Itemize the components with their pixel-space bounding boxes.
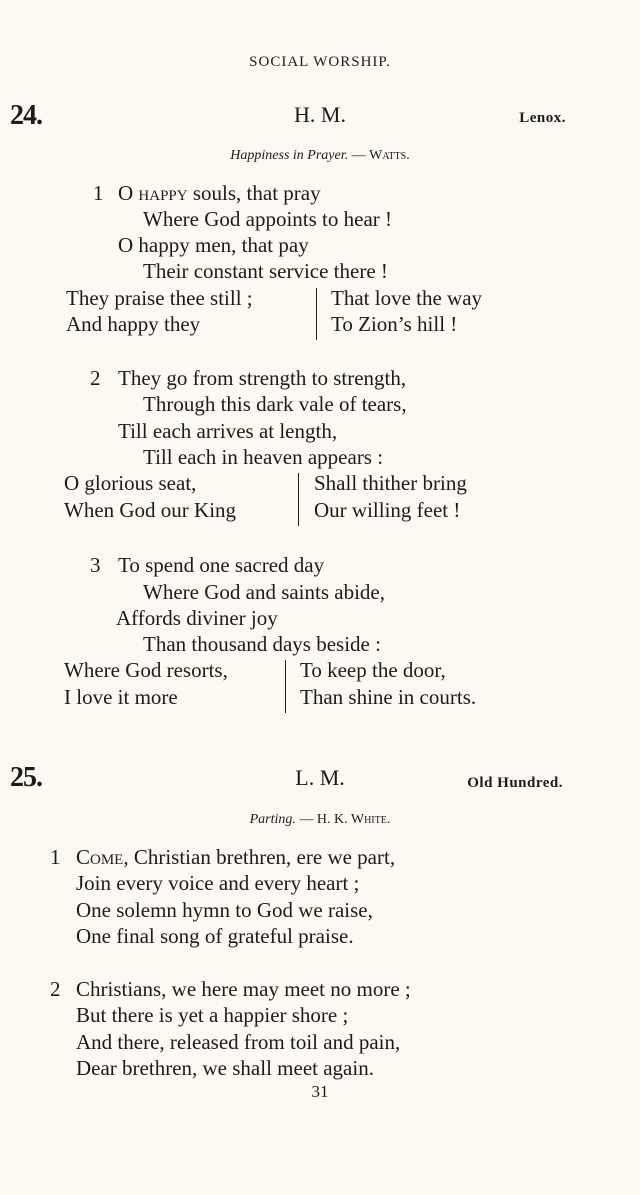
verse-line: Join every voice and every heart ; [76,871,360,895]
verse-first-word: O happy [118,181,188,205]
verse-number: 2 [90,366,101,390]
verse-line: And there, released from toil and pain, [76,1030,401,1054]
verse-line: Where God and saints abide, [143,580,386,604]
verse-line: To spend one sacred day [118,553,325,577]
tune-name: Lenox. [519,110,566,126]
verse-line: One solemn hymn to God we raise, [76,898,373,922]
subtitle-author: Watts. [369,148,410,163]
verse-line: Their constant service there ! [143,259,388,283]
verse-number: 3 [90,553,101,577]
hymn-meter: H. M. [294,102,346,127]
verse-line: O happy men, that pay [118,233,309,257]
verse-line: They go from strength to strength, [118,366,407,390]
verse-line-left: Where God resorts, [64,658,228,682]
verse-line: Than thousand days beside : [143,632,381,656]
subtitle-separator: — [348,148,370,163]
verse-line [118,181,321,206]
tune-name: Old Hundred. [467,775,563,791]
verse-line-left: O glorious seat, [64,471,197,495]
verse-line-left: When God our King [64,498,237,522]
subtitle-author: H. K. White. [316,812,391,827]
hymn-number: 24. [10,100,42,131]
verse-line-rest: souls, that pray [187,181,321,205]
hymn-number: 25. [10,762,42,793]
verse-line: One final song of grateful praise. [76,924,354,948]
verse-line-left: I love it more [64,685,178,709]
verse-line: Till each in heaven appears : [143,445,384,469]
subtitle-title: Parting. [249,812,296,827]
verse-first-word: Come, [76,845,129,869]
verse-line-rest: Christian brethren, ere we part, [128,845,396,869]
verse-line: Affords diviner joy [116,606,278,630]
page-number: 31 [311,1082,329,1101]
verse-line-left: And happy they [66,312,201,336]
verse-line-right: To Zion’s hill ! [331,312,458,336]
column-divider [316,288,317,340]
verse-line: Dear brethren, we shall meet again. [76,1056,374,1080]
verse-line-right: Than shine in courts. [300,685,477,709]
verse-line: But there is yet a happier shore ; [76,1003,349,1027]
column-divider [285,660,286,713]
verse-number: 1 [93,181,104,205]
running-header: SOCIAL WORSHIP. [249,54,391,70]
column-divider [298,473,299,526]
hymn-meter: L. M. [295,765,345,790]
verse-line: Christians, we here may meet no more ; [76,977,411,1001]
verse-line-right: Shall thither bring [314,471,467,495]
verse-line-right: That love the way [331,286,483,310]
verse-line: Till each arrives at length, [118,419,338,443]
hymn-subtitle [0,812,640,828]
hymn-subtitle [0,148,640,164]
verse-line: Where God appoints to hear ! [143,207,392,231]
subtitle-title: Happiness in Prayer. [230,148,349,163]
verse-line-right: To keep the door, [300,658,446,682]
verse-line-left: They praise thee still ; [66,286,253,310]
verse-line-right: Our willing feet ! [314,498,461,522]
verse-number: 1 [50,845,61,869]
verse-line [76,845,395,870]
verse-line: Through this dark vale of tears, [143,392,407,416]
subtitle-separator: — [295,812,317,827]
verse-number: 2 [50,977,61,1001]
